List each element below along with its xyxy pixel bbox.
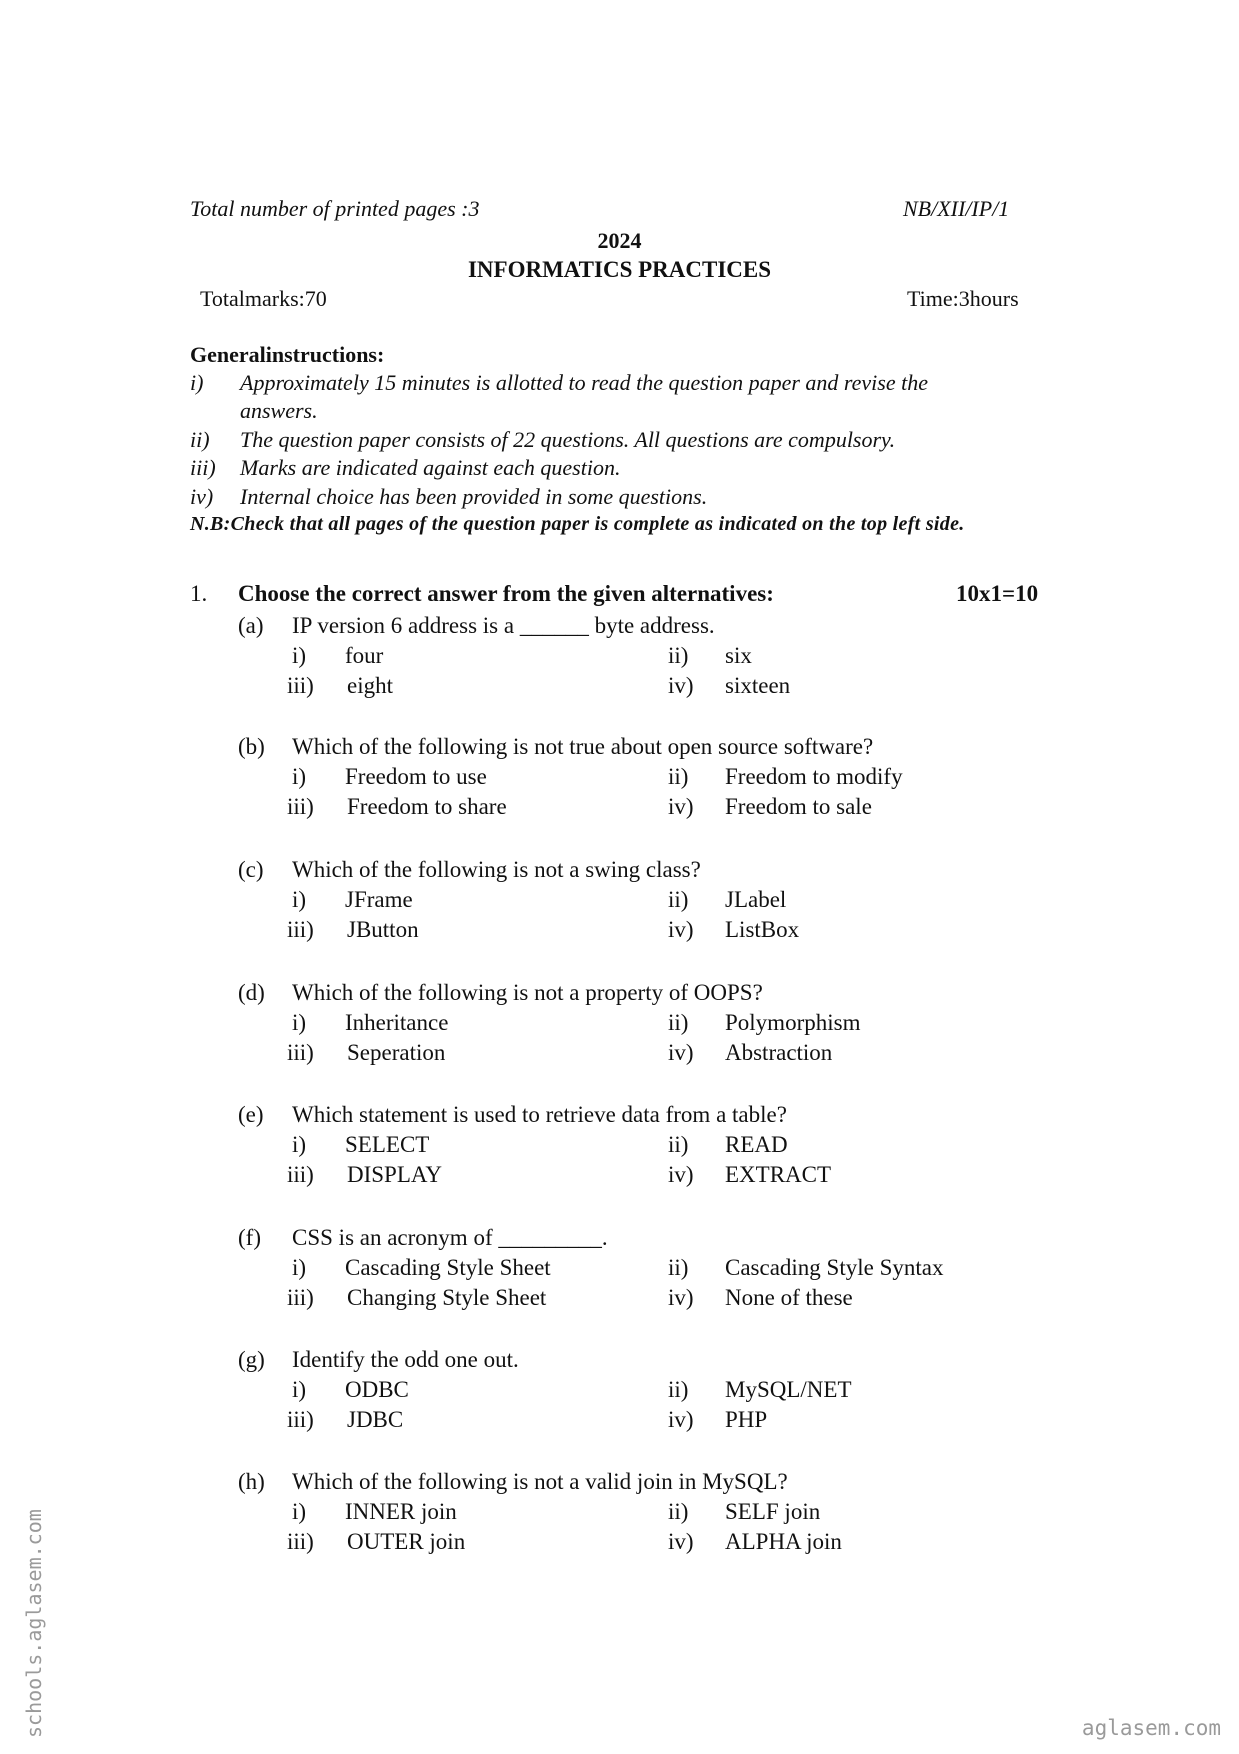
part-question: Which of the following is not true about open source software? xyxy=(292,734,874,759)
option-number: ii) xyxy=(668,1377,689,1402)
option-number: i) xyxy=(292,1377,307,1402)
option-text: SELECT xyxy=(345,1132,430,1157)
part-label: (f) xyxy=(238,1225,261,1250)
option-number: ii) xyxy=(668,1132,689,1157)
option-number: i) xyxy=(292,1132,307,1157)
option-number: iv) xyxy=(668,794,694,819)
option-text: JLabel xyxy=(725,887,787,912)
option-text: six xyxy=(725,643,752,668)
instruction-text: The question paper consists of 22 questions. All questions are compulsory. xyxy=(240,427,896,452)
total-marks: Totalmarks:70 xyxy=(200,286,327,311)
instruction-text: Marks are indicated against each question. xyxy=(240,455,621,480)
part-label: (h) xyxy=(238,1469,265,1494)
option-number: i) xyxy=(292,643,307,668)
option-text: Inheritance xyxy=(345,1010,449,1035)
instruction-num: iii) xyxy=(190,455,216,480)
option-text: MySQL/NET xyxy=(725,1377,852,1402)
instructions-heading: Generalinstructions: xyxy=(190,342,385,367)
option-number: i) xyxy=(292,1499,307,1524)
exam-year: 2024 xyxy=(597,228,642,253)
option-number: iii) xyxy=(287,1040,314,1065)
part-question: Which of the following is not a swing class? xyxy=(292,857,701,882)
side-watermark: schools.aglasem.com xyxy=(22,1509,46,1738)
instruction-text: Approximately 15 minutes is allotted to read the question paper and revise the xyxy=(240,370,928,395)
option-text: EXTRACT xyxy=(725,1162,832,1187)
option-number: ii) xyxy=(668,1255,689,1280)
part-label: (c) xyxy=(238,857,264,882)
part-question: Which of the following is not a property of OOPS? xyxy=(292,980,763,1005)
part-question: Which of the following is not a valid join in MySQL? xyxy=(292,1469,788,1494)
part-question: Identify the odd one out. xyxy=(292,1347,519,1372)
option-text: SELF join xyxy=(725,1499,821,1524)
option-number: iii) xyxy=(287,1285,314,1310)
option-text: Cascading Style Syntax xyxy=(725,1255,944,1280)
option-number: iv) xyxy=(668,1529,694,1554)
option-text: OUTER join xyxy=(347,1529,466,1554)
option-text: READ xyxy=(725,1132,788,1157)
part-question: IP version 6 address is a ______ byte address. xyxy=(292,613,715,638)
option-text: ListBox xyxy=(725,917,800,942)
option-text: Abstraction xyxy=(725,1040,833,1065)
option-number: iv) xyxy=(668,1285,694,1310)
option-number: ii) xyxy=(668,1010,689,1035)
part-label: (d) xyxy=(238,980,265,1005)
nb-note: N.B:Check that all pages of the question paper is complete as indicated on the top left side. xyxy=(190,513,965,535)
part-label: (b) xyxy=(238,734,265,759)
option-number: ii) xyxy=(668,887,689,912)
option-text: JFrame xyxy=(345,887,413,912)
instruction-num: i) xyxy=(190,370,204,395)
option-text: Polymorphism xyxy=(725,1010,861,1035)
option-number: iv) xyxy=(668,1040,694,1065)
option-text: Freedom to share xyxy=(347,794,507,819)
paper-code: NB/XII/IP/1 xyxy=(903,196,1010,221)
time-allowed: Time:3hours xyxy=(907,286,1019,311)
option-number: i) xyxy=(292,1255,307,1280)
option-text: JButton xyxy=(347,917,419,942)
option-number: iv) xyxy=(668,673,694,698)
part-label: (a) xyxy=(238,613,264,638)
part-question: Which statement is used to retrieve data from a table? xyxy=(292,1102,787,1127)
option-text: JDBC xyxy=(347,1407,404,1432)
option-text: Freedom to use xyxy=(345,764,487,789)
part-label: (g) xyxy=(238,1347,265,1372)
page-title: INFORMATICS PRACTICES xyxy=(467,257,772,282)
question-number: 1. xyxy=(190,581,208,606)
instruction-num: ii) xyxy=(190,427,210,452)
option-number: iii) xyxy=(287,794,314,819)
option-text: None of these xyxy=(725,1285,853,1310)
option-number: ii) xyxy=(668,643,689,668)
option-number: iii) xyxy=(287,1529,314,1554)
option-number: iv) xyxy=(668,1407,694,1432)
instruction-num: iv) xyxy=(190,484,214,509)
instruction-text: Internal choice has been provided in some questions. xyxy=(240,484,708,509)
part-question: CSS is an acronym of _________. xyxy=(292,1225,608,1250)
option-text: INNER join xyxy=(345,1499,457,1524)
option-text: Seperation xyxy=(347,1040,446,1065)
question-marks: 10x1=10 xyxy=(956,581,1039,606)
option-text: sixteen xyxy=(725,673,791,698)
option-number: iii) xyxy=(287,1162,314,1187)
option-text: Freedom to modify xyxy=(725,764,903,789)
option-number: iii) xyxy=(287,1407,314,1432)
option-number: ii) xyxy=(668,764,689,789)
option-text: eight xyxy=(347,673,393,698)
option-number: iv) xyxy=(668,917,694,942)
printed-pages-note: Total number of printed pages :3 xyxy=(190,196,480,221)
option-text: four xyxy=(345,643,384,668)
option-number: iii) xyxy=(287,917,314,942)
option-number: i) xyxy=(292,764,307,789)
option-number: iv) xyxy=(668,1162,694,1187)
question-title: Choose the correct answer from the given alternatives: xyxy=(238,581,774,606)
option-text: Freedom to sale xyxy=(725,794,872,819)
option-number: i) xyxy=(292,1010,307,1035)
option-number: iii) xyxy=(287,673,314,698)
option-text: Cascading Style Sheet xyxy=(345,1255,551,1280)
part-label: (e) xyxy=(238,1102,264,1127)
option-text: PHP xyxy=(725,1407,768,1432)
bottom-watermark: aglasem.com xyxy=(1081,1716,1221,1740)
option-text: ODBC xyxy=(345,1377,409,1402)
option-text: DISPLAY xyxy=(347,1162,443,1187)
instruction-text-cont: answers. xyxy=(240,398,318,423)
option-text: Changing Style Sheet xyxy=(347,1285,547,1310)
option-number: ii) xyxy=(668,1499,689,1524)
option-text: ALPHA join xyxy=(725,1529,842,1554)
option-number: i) xyxy=(292,887,307,912)
